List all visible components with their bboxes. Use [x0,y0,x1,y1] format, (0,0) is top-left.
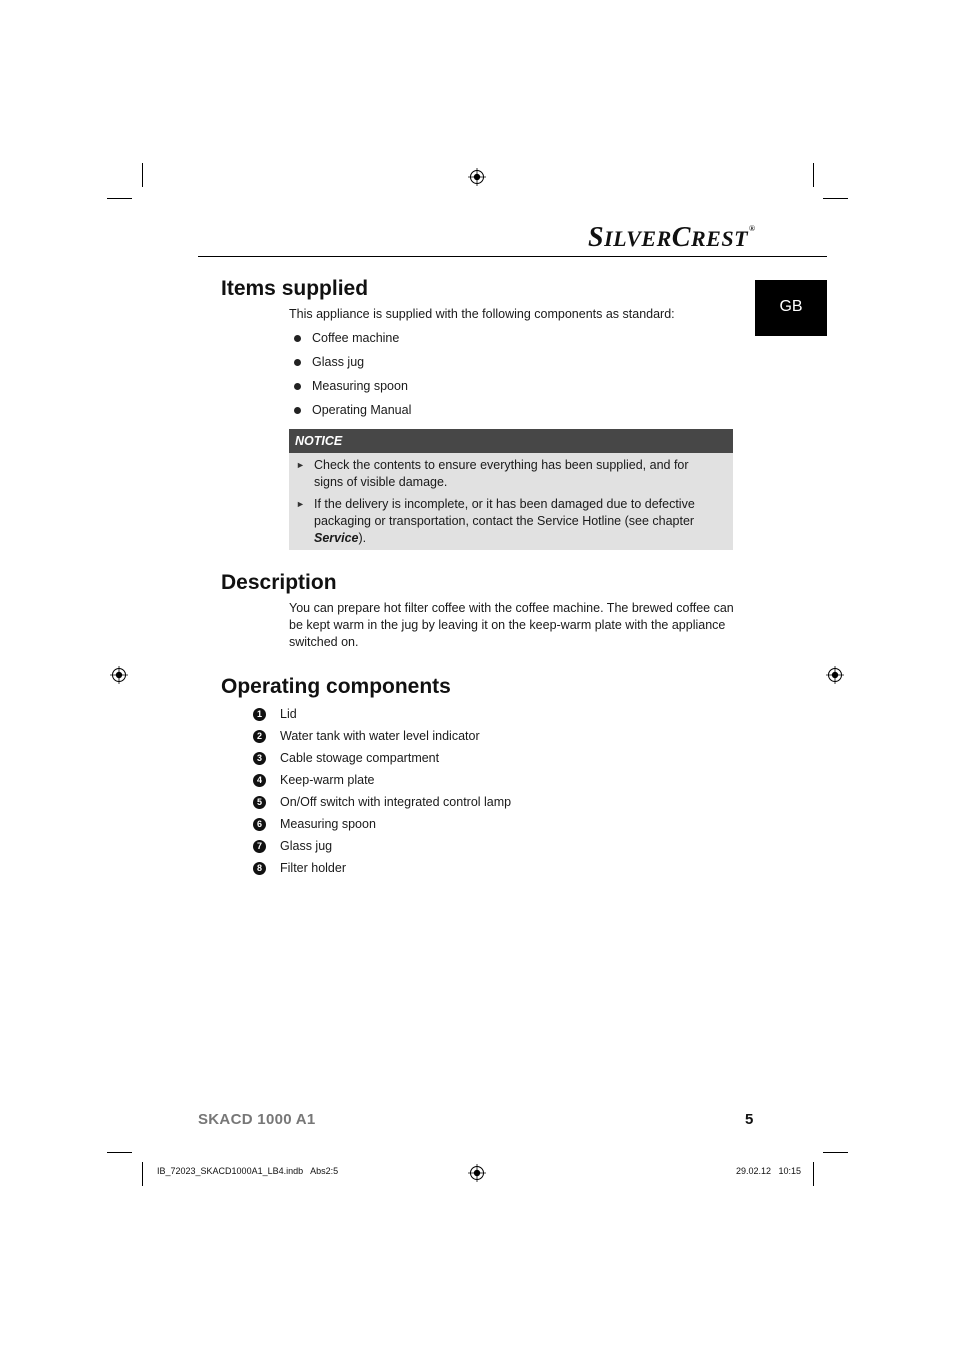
description-heading: Description [221,571,337,594]
list-item: Coffee machine [294,330,411,354]
items-supplied-intro: This appliance is supplied with the following components as standard: [289,307,675,321]
number-badge: 8 [253,862,266,875]
list-item: 1 Lid [253,703,511,725]
number-badge: 1 [253,708,266,721]
description-text: You can prepare hot filter coffee with the coffee machine. The brewed coffee can be kept warm in the jug by leaving it on the keep-warm plate with the appliance switched on. [289,601,734,649]
print-slug-file: IB_72023_SKACD1000A1_LB4.indb Abs2:5 [157,1166,339,1176]
crop-mark [813,1162,814,1186]
crop-mark [142,1162,143,1186]
crop-mark [813,163,814,187]
model-number: SKACD 1000 A1 [198,1111,316,1128]
registration-mark-icon [110,666,128,684]
number-badge: 2 [253,730,266,743]
arrow-right-icon: ► [296,499,305,509]
number-badge: 5 [253,796,266,809]
list-item: 7 Glass jug [253,835,511,857]
crop-mark [142,163,143,187]
registration-mark-icon [826,666,844,684]
number-badge: 6 [253,818,266,831]
list-item: 3 Cable stowage compartment [253,747,511,769]
number-badge: 7 [253,840,266,853]
header-rule [198,256,827,257]
crop-mark [107,1152,132,1153]
list-item: 2 Water tank with water level indicator [253,725,511,747]
registration-mark-icon [468,1164,486,1182]
list-item: 5 On/Off switch with integrated control lamp [253,791,511,813]
list-item: 4 Keep-warm plate [253,769,511,791]
crop-mark [823,198,848,199]
list-item: 6 Measuring spoon [253,813,511,835]
list-item: Operating Manual [294,402,411,426]
operating-components-heading: Operating components [221,675,451,698]
registration-mark-icon [468,168,486,186]
crop-mark [823,1152,848,1153]
notice-item: ► Check the contents to ensure everything has been supplied, and for signs of visible damage. [296,458,689,489]
notice-box [289,429,733,550]
arrow-right-icon: ► [296,460,305,470]
items-supplied-heading: Items supplied [221,277,369,300]
bullet-icon [294,335,301,342]
list-item: 8 Filter holder [253,857,511,879]
bullet-icon [294,383,301,390]
silvercrest-logo: SILVERCREST® [588,222,756,253]
notice-title: NOTICE [289,429,733,453]
list-item: Measuring spoon [294,378,411,402]
number-badge: 4 [253,774,266,787]
list-item: Glass jug [294,354,411,378]
notice-item: ► If the delivery is incomplete, or it has been damaged due to defective packaging or transportation, contact the Service Hotline (see chapter Service). [296,497,695,545]
crop-mark [107,198,132,199]
page-number: 5 [745,1111,754,1128]
operating-components-list [253,703,511,879]
number-badge: 3 [253,752,266,765]
print-slug-datetime: 29.02.12 10:15 [736,1166,802,1176]
items-supplied-list [294,330,411,426]
bullet-icon [294,359,301,366]
bullet-icon [294,407,301,414]
language-tab: GB [755,280,827,336]
